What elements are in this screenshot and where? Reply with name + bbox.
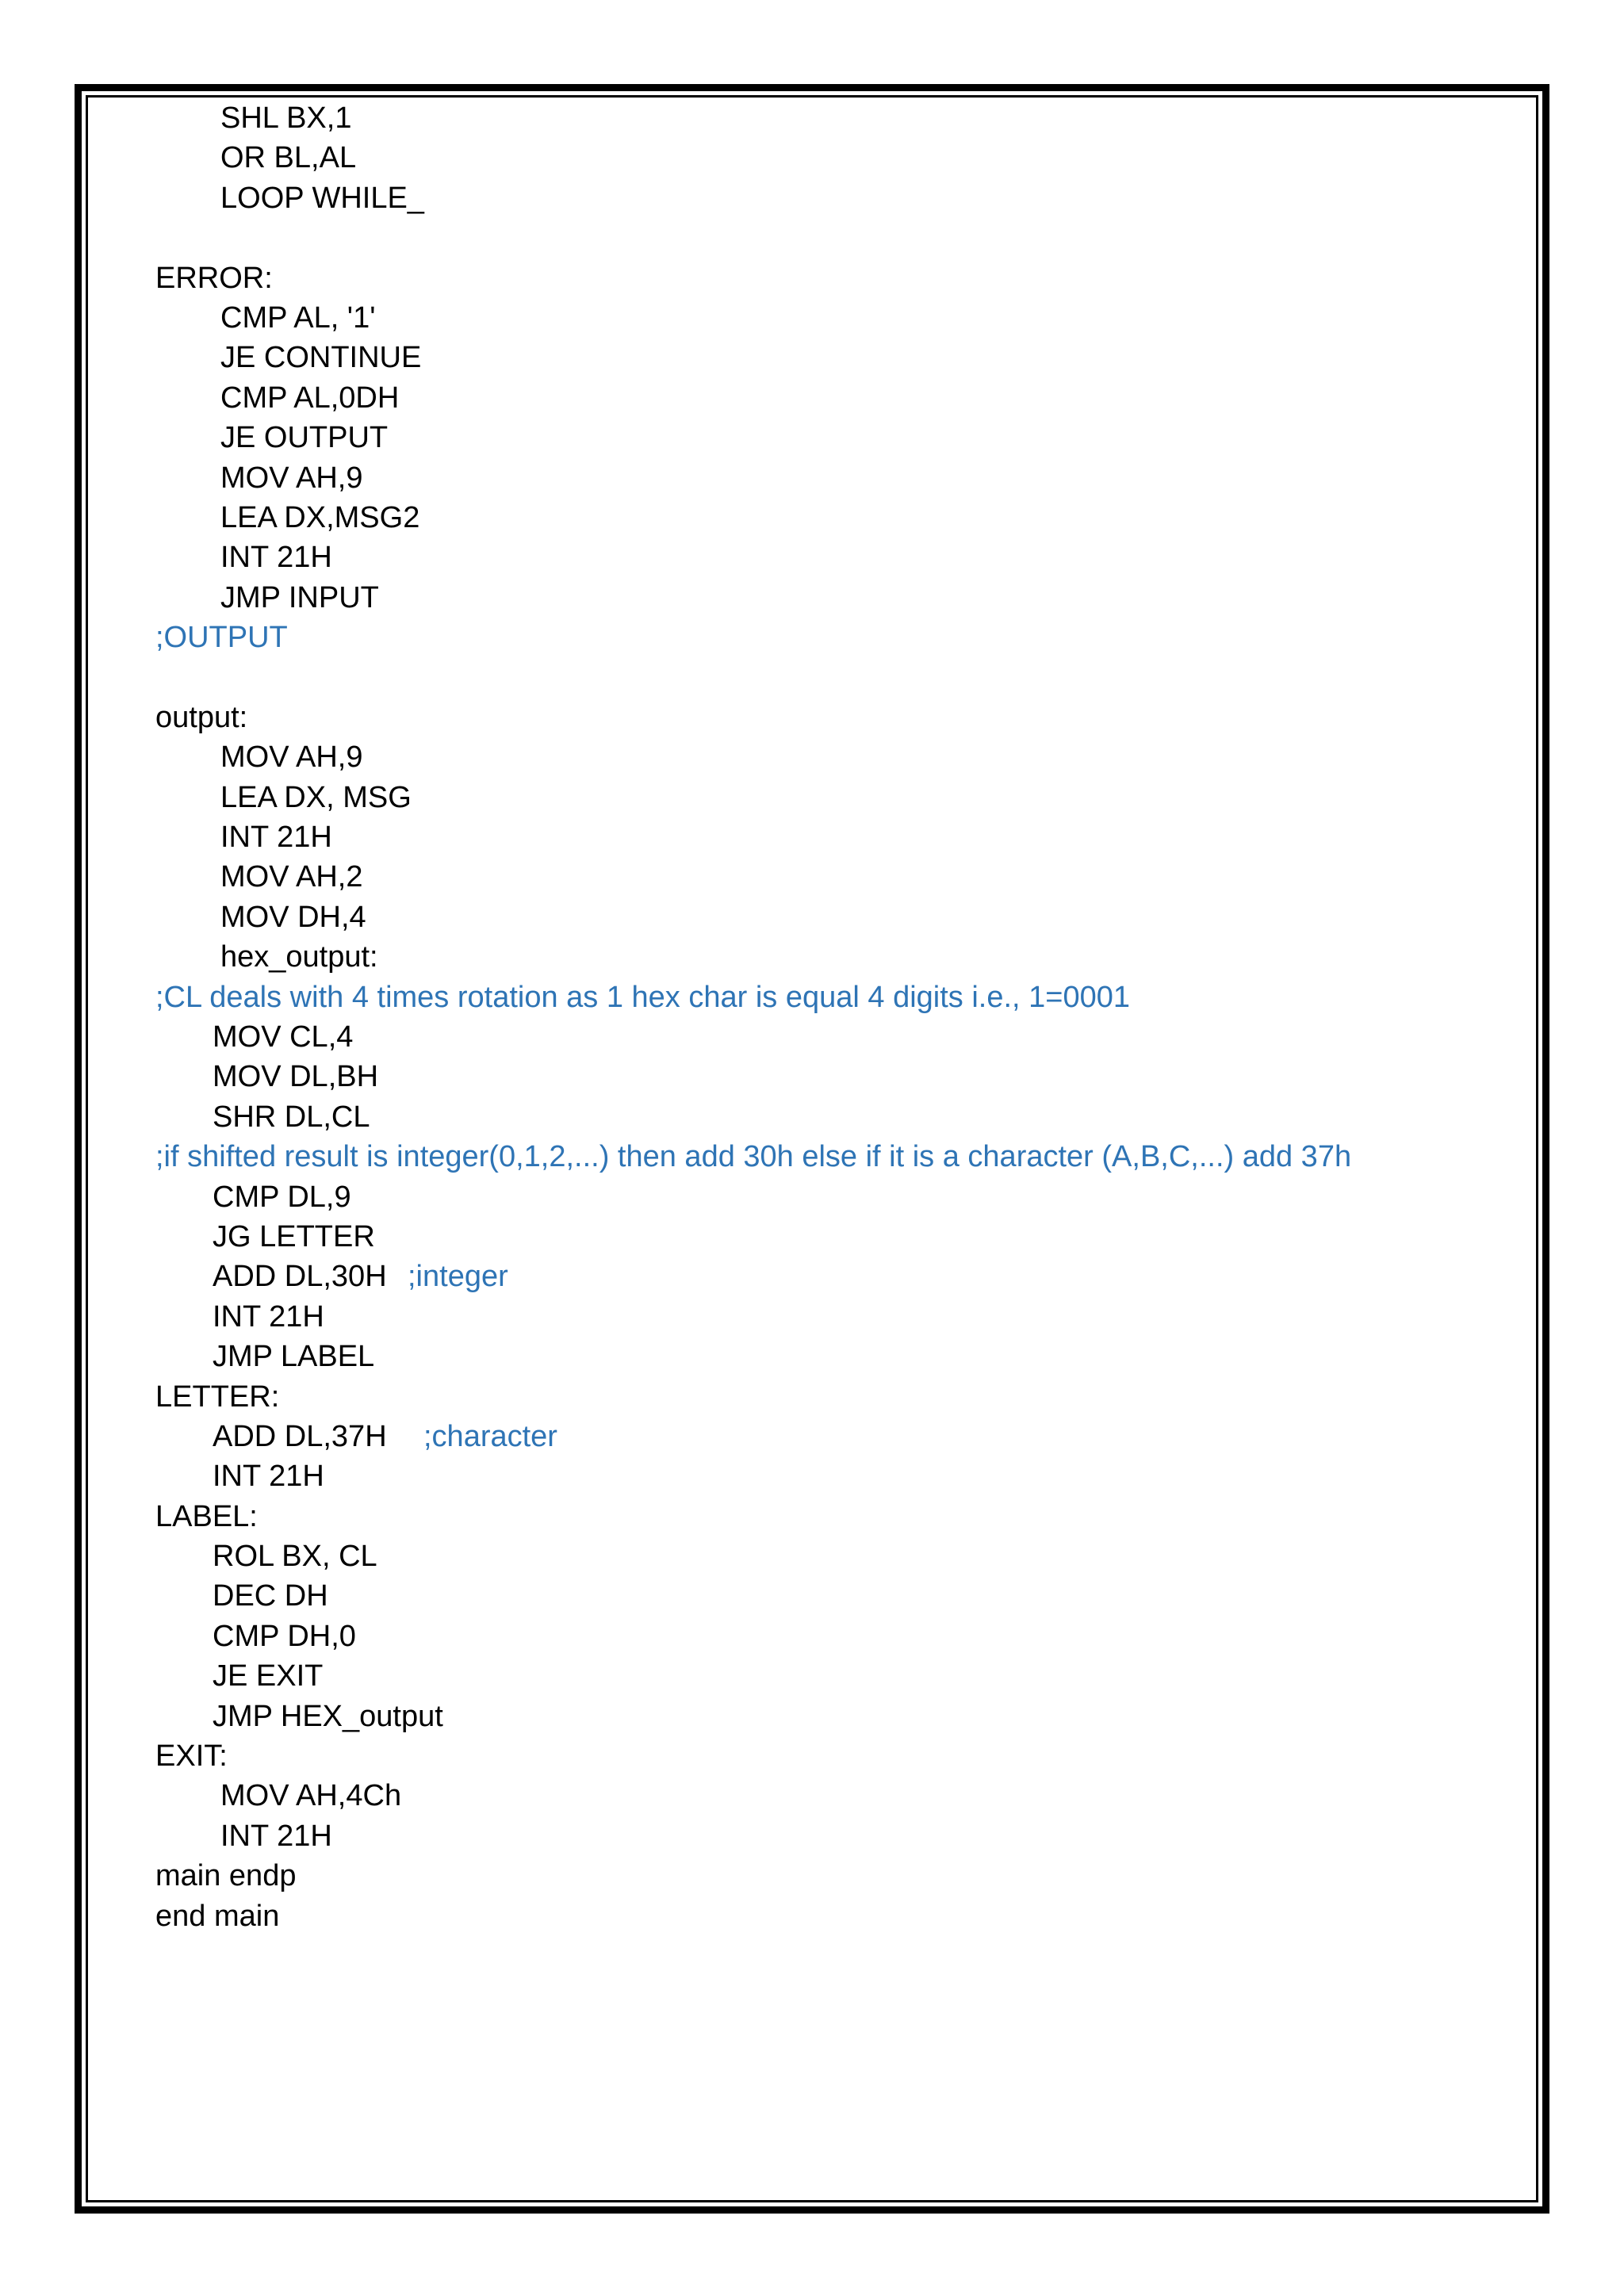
comment-text: ;OUTPUT xyxy=(155,621,288,655)
instruction-text: ADD DL,30H xyxy=(213,1260,387,1294)
instruction-text: SHL BX,1 xyxy=(220,101,352,135)
code-line xyxy=(155,218,1503,258)
code-line xyxy=(155,1377,1503,1417)
code-line xyxy=(155,378,1503,418)
code-comment-line xyxy=(155,1137,1503,1177)
instruction-text: ADD DL,37H xyxy=(213,1419,387,1453)
code-line xyxy=(155,1177,1503,1217)
instruction-text: SHR DL,CL xyxy=(213,1100,370,1134)
code-line xyxy=(155,1257,1503,1296)
code-line xyxy=(155,1536,1503,1576)
code-line xyxy=(155,1057,1503,1096)
code-line xyxy=(155,1017,1503,1057)
code-line xyxy=(155,698,1503,737)
instruction-text: JMP HEX_output xyxy=(213,1699,443,1733)
instruction-text: JE EXIT xyxy=(213,1659,324,1693)
instruction-text: LEA DX, MSG xyxy=(220,780,412,814)
code-line xyxy=(155,1456,1503,1496)
code-line xyxy=(155,857,1503,897)
assembly-code-listing xyxy=(155,98,1503,1936)
instruction-text: CMP DH,0 xyxy=(213,1619,356,1653)
instruction-text: JG LETTER xyxy=(213,1219,375,1253)
instruction-text: INT 21H xyxy=(213,1299,324,1334)
code-line xyxy=(155,897,1503,937)
code-comment-line xyxy=(155,618,1503,657)
instruction-text: output: xyxy=(155,700,248,734)
code-line xyxy=(155,1656,1503,1696)
instruction-text: INT 21H xyxy=(220,541,332,575)
instruction-text: INT 21H xyxy=(220,821,332,855)
code-line xyxy=(155,1297,1503,1337)
code-line xyxy=(155,1417,1503,1456)
code-line xyxy=(155,1896,1503,1936)
code-line xyxy=(155,538,1503,577)
instruction-text: LABEL: xyxy=(155,1499,258,1533)
instruction-text: DEC DH xyxy=(213,1579,328,1613)
comment-text: ;CL deals with 4 times rotation as 1 hex char is equal 4 digits i.e., 1=0001 xyxy=(155,980,1131,1014)
code-line xyxy=(155,338,1503,377)
code-line xyxy=(155,778,1503,817)
instruction-text: OR BL,AL xyxy=(220,141,357,175)
comment-text: ;if shifted result is integer(0,1,2,...) then add 30h else if it is a character (A,B,C,...) add 37h xyxy=(155,1140,1352,1174)
code-line xyxy=(155,1217,1503,1257)
code-line xyxy=(155,1337,1503,1376)
instruction-text: MOV AH,2 xyxy=(220,860,363,894)
inline-comment: ;integer xyxy=(408,1260,508,1294)
instruction-text: CMP AL,0DH xyxy=(220,381,400,415)
instruction-text: CMP AL, '1' xyxy=(220,300,376,335)
instruction-text: MOV AH,4Ch xyxy=(220,1779,402,1813)
code-line xyxy=(155,1617,1503,1656)
code-line xyxy=(155,138,1503,178)
instruction-text: JMP INPUT xyxy=(220,580,379,614)
code-line xyxy=(155,657,1503,697)
code-line xyxy=(155,1776,1503,1816)
inline-comment: ;character xyxy=(423,1419,557,1453)
code-line xyxy=(155,817,1503,857)
instruction-text: INT 21H xyxy=(220,1819,332,1853)
code-line xyxy=(155,1736,1503,1776)
code-line xyxy=(155,737,1503,777)
instruction-text: MOV CL,4 xyxy=(213,1020,354,1054)
instruction-text: main endp xyxy=(155,1859,297,1893)
instruction-text: hex_output: xyxy=(220,940,378,974)
code-line xyxy=(155,458,1503,498)
instruction-text: ERROR: xyxy=(155,261,273,295)
instruction-text: end main xyxy=(155,1899,280,1933)
code-line xyxy=(155,1856,1503,1896)
code-line xyxy=(155,1497,1503,1536)
instruction-text: MOV AH,9 xyxy=(220,740,363,775)
code-line xyxy=(155,258,1503,298)
code-comment-line xyxy=(155,978,1503,1017)
instruction-text: CMP DL,9 xyxy=(213,1180,351,1214)
instruction-text: LEA DX,MSG2 xyxy=(220,500,420,534)
instruction-text: LETTER: xyxy=(155,1380,280,1414)
code-line xyxy=(155,1697,1503,1736)
instruction-text: ROL BX, CL xyxy=(213,1540,377,1574)
code-line xyxy=(155,418,1503,457)
instruction-text: JE CONTINUE xyxy=(220,341,422,375)
code-line xyxy=(155,498,1503,538)
instruction-text: EXIT: xyxy=(155,1739,228,1774)
instruction-text: JMP LABEL xyxy=(213,1340,375,1374)
instruction-text: LOOP WHILE_ xyxy=(220,181,424,215)
code-line xyxy=(155,1576,1503,1616)
instruction-text: JE OUTPUT xyxy=(220,421,389,455)
code-line xyxy=(155,937,1503,977)
instruction-text: MOV AH,9 xyxy=(220,461,363,495)
code-line xyxy=(155,178,1503,218)
instruction-text: MOV DL,BH xyxy=(213,1060,379,1094)
instruction-text: MOV DH,4 xyxy=(220,900,366,934)
code-line xyxy=(155,1097,1503,1137)
code-line xyxy=(155,1816,1503,1856)
instruction-text: INT 21H xyxy=(213,1460,324,1494)
code-line xyxy=(155,98,1503,138)
code-line xyxy=(155,578,1503,618)
code-line xyxy=(155,298,1503,338)
